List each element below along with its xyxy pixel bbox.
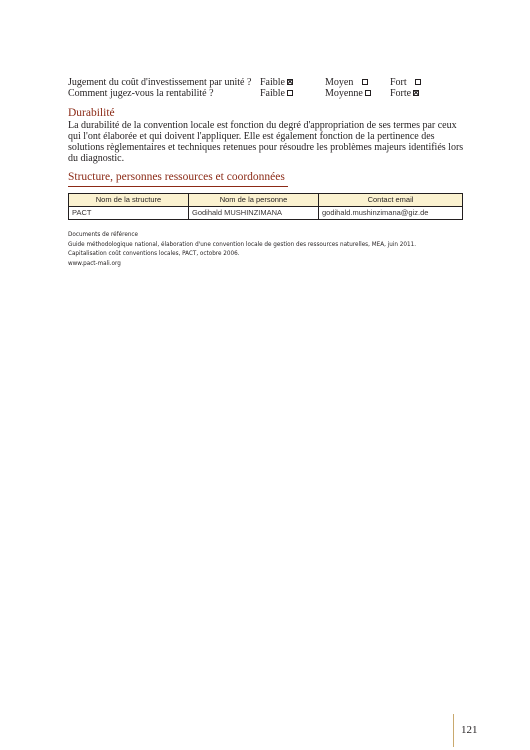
section-title-structure: Structure, personnes ressources et coordonnées — [68, 171, 285, 183]
references-heading: Documents de référence — [68, 231, 139, 238]
reference-item: Capitalisation coût conventions locales, PACT, octobre 2006. — [68, 250, 240, 257]
checkbox-empty-icon[interactable] — [362, 79, 368, 85]
checkbox-empty-icon[interactable] — [365, 90, 371, 96]
option-faible[interactable]: Faible — [260, 88, 293, 99]
column-header: Nom de la personne — [189, 194, 319, 207]
option-forte[interactable]: Forte — [390, 88, 419, 99]
structure-name-cell: PACT — [69, 207, 189, 220]
option-faible[interactable]: Faible — [260, 77, 293, 88]
page-number: 121 — [461, 724, 478, 736]
table-row — [69, 207, 463, 220]
option-moyen[interactable]: Moyen — [325, 77, 368, 88]
checkbox-empty-icon[interactable] — [415, 79, 421, 85]
section-title-durabilite: Durabilité — [68, 107, 115, 119]
column-header: Nom de la structure — [69, 194, 189, 207]
email-cell[interactable]: godihald.mushinzimana@giz.de — [319, 207, 463, 220]
checkbox-checked-icon[interactable] — [287, 79, 293, 85]
checkbox-checked-icon[interactable] — [413, 90, 419, 96]
option-fort[interactable]: Fort — [390, 77, 421, 88]
column-header: Contact email — [319, 194, 463, 207]
checkbox-empty-icon[interactable] — [287, 90, 293, 96]
option-moyenne[interactable]: Moyenne — [325, 88, 371, 99]
page-number-divider — [453, 714, 454, 747]
rating-question: Comment jugez-vous la rentabilité ? — [68, 88, 214, 99]
person-name-cell: Godihald MUSHINZIMANA — [189, 207, 319, 220]
table-header-row — [69, 194, 463, 207]
rating-question: Jugement du coût d'investissement par unité ? — [68, 77, 252, 88]
contacts-table — [68, 193, 463, 220]
section-underline — [68, 186, 288, 187]
durabilite-paragraph: La durabilité de la convention locale est fonction du degré d'appropriation de ses termes par ceux qui l'ont élaborée et qui doivent l'appliquer. Elle est également fonction de la pertinence des solutions règlementaires et techniques retenues pour résoudre les problèmes majeurs identifiés lors du diagnostic. — [68, 120, 464, 164]
reference-link[interactable]: www.pact-mali.org — [68, 259, 121, 267]
reference-item: Guide méthodologique national, élaboration d'une convention locale de gestion des ressources naturelles, MEA, juin 2011. — [68, 240, 417, 248]
references-block — [68, 230, 468, 268]
